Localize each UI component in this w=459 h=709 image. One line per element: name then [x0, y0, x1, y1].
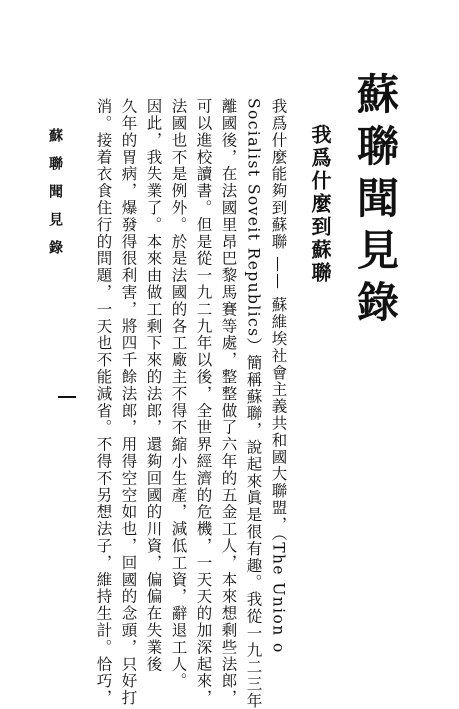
- body-line: 我爲什麼能夠到蘇聯 —— 蘇維埃社會主義共和國大聯盟，（The Union o: [269, 98, 288, 654]
- body-line: 法國也不是例外。於是法國的各工廠主不得不縮小生產，減低工資，辭退工人。: [169, 98, 188, 690]
- body-line: Socialist Soveit Republics）簡稱蘇聯，說起來眞是很有趣。我從一九二三年: [244, 98, 263, 709]
- body-line: 因此，我失業了。本來由做工剩下來的法郎，還夠回國的川資，偏偏在失業後: [144, 98, 163, 673]
- body-line: 離國後，在法國里昂巴黎馬賽等處，整整做了六年的五金工人，本來想剩些法郎，: [219, 98, 238, 707]
- book-title: 蘇聯聞見錄: [351, 72, 400, 332]
- running-header: 蘇聯聞見錄: [47, 128, 63, 268]
- body-line: 久年的胃病，爆發得很利害，將四千餘法郎，用得空空如也，回國的念頭，只好打: [119, 98, 138, 707]
- chapter-title: 我爲什麼到蘇聯: [308, 124, 332, 285]
- body-line: 消。接着衣食住行的問題，一天也不能減省。不得不另想法子，維持生計。恰巧，: [94, 98, 113, 707]
- page-number: [58, 396, 76, 398]
- body-line: 可以進校讀書。但是從一九二九年以後，全世界經濟的危機，一天天的加深起來，: [194, 98, 213, 707]
